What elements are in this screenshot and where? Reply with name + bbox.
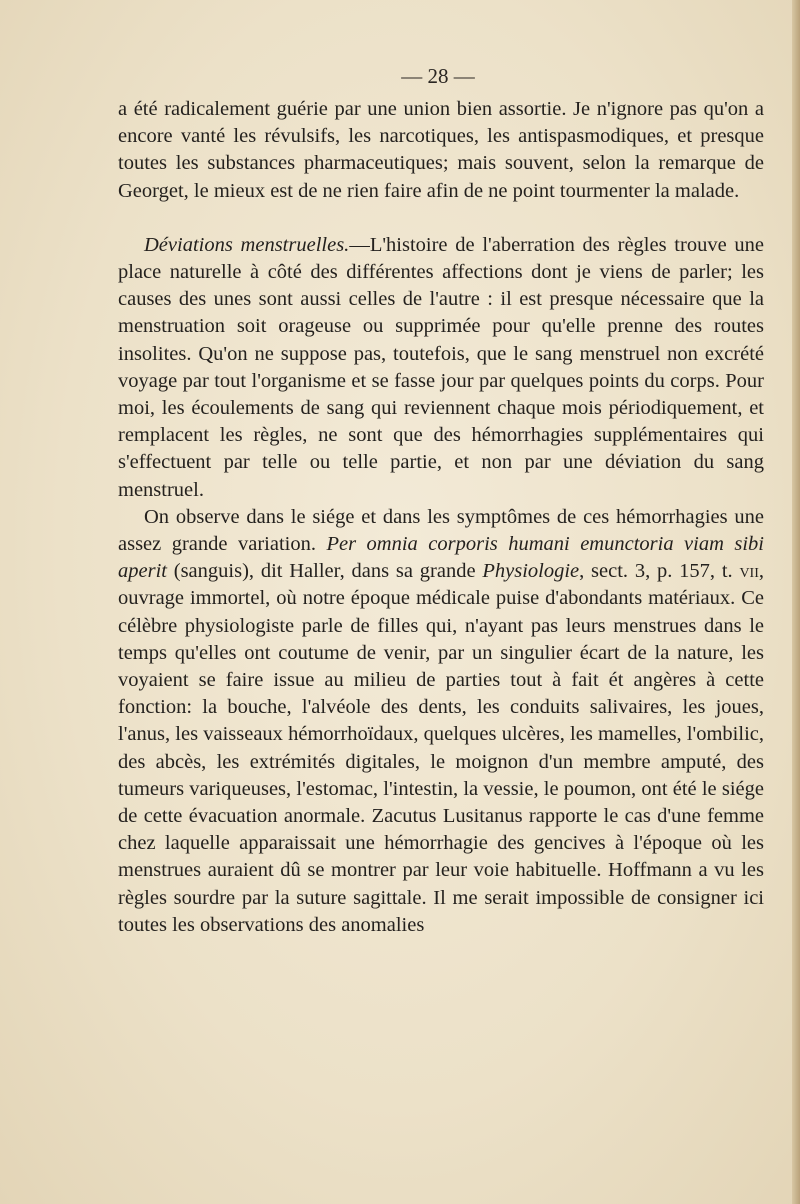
paragraph-3-part-1: On observe dans le siége et dans les symptômes de ces hémorrhagies une assez grande variation.: [118, 505, 764, 556]
section-heading: Déviations menstruelles.: [144, 233, 350, 256]
paragraph-3-part-4: , ouvrage immortel, où notre époque médicale puise d'abondants matériaux. Ce célèbre physiologiste parle de filles qui, n'ayant pas leurs menstrues dans le temps qu'elles ont coutume de venir, par un singulier écart de la nature, les voyaient se faire issue au milieu de parties tout à fait ét angères à cette fonction: la bouche, l'alvéole des dents, les conduits salivaires, les joues, l'anus, les vaisseaux hémorrhoïdaux, quelques ulcères, les mamelles, l'ombilic, des abcès, les extrémités digitales, le moignon d'un membre amputé, des tumeurs variqueuses, l'estomac, l'intestin, la vessie, le poumon, ont été le siége de cette évacuation anormale. Zacutus Lusitanus rapporte le cas d'une femme chez laquelle apparaissait une hémorrhagie des gencives à l'époque où les menstrues auraient dû se montrer par leur voie habituelle. Hoffmann a vu les règles sourdre par la suture sagittale. Il me serait impossible de consigner ici toutes les observations des anomalies: [118, 560, 764, 936]
page-edge: [792, 0, 800, 1204]
latin-quote: Per omnia corporis humani emunctoria viam sibi aperit: [118, 533, 764, 583]
page-number: — 28 —: [401, 64, 475, 88]
paragraph-2: [118, 232, 764, 504]
tome-number: vii: [739, 560, 759, 583]
paragraph-gap: [118, 205, 764, 232]
paragraph-3: [118, 504, 764, 939]
paragraph-3-part-2: (sanguis), dit Haller, dans sa grande: [166, 560, 483, 583]
paragraph-1: a été radicalement guérie par une union bien assortie. Je n'ignore pas qu'on a encore vanté les révulsifs, les narcotiques, les antispasmodiques, et presque toutes les substances pharmaceutiques; mais souvent, selon la remarque de Georget, le mieux est de ne rien faire afin de ne point tourmenter la malade.: [118, 98, 764, 202]
book-title: Physiologie: [482, 560, 580, 583]
paragraph-2-text: —L'histoire de l'aberration des règles trouve une place naturelle à côté des différentes affections dont je viens de parler; les causes des unes sont aussi celles de l'autre : il est presque nécessaire que la menstruation soit orageuse ou supprimée pour qu'elle prenne des routes insolites. Qu'on ne suppose pas, toutefois, que le sang menstruel non excrété voyage par tout l'organisme et se fasse jour par quelques points du corps. Pour moi, les écoulements de sang qui reviennent chaque mois périodiquement, et remplacent les règles, ne sont que des hémorrhagies supplémentaires qui s'effectuent par telle ou telle partie, et non par une déviation du sang menstruel.: [118, 233, 764, 501]
page-text: [118, 96, 764, 939]
paragraph-3-part-3: , sect. 3, p. 157, t.: [579, 560, 740, 583]
